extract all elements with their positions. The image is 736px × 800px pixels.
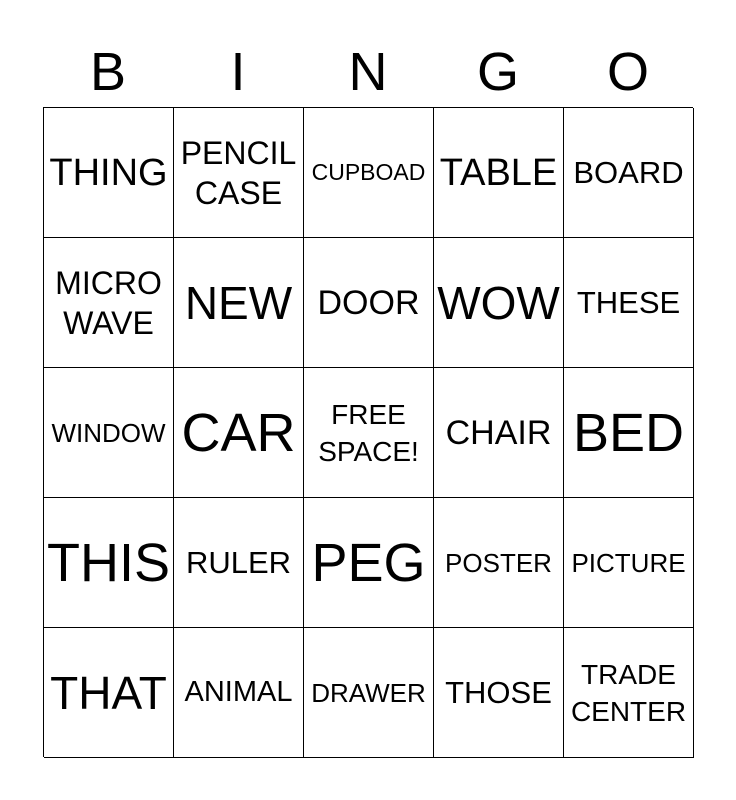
bingo-cell[interactable] xyxy=(44,368,174,498)
cell-word: THOSE xyxy=(445,675,552,710)
bingo-cell[interactable] xyxy=(174,368,304,498)
bingo-cell[interactable] xyxy=(44,108,174,238)
bingo-cell[interactable] xyxy=(304,498,434,628)
cell-word: PENCIL CASE xyxy=(180,134,297,211)
bingo-cell[interactable] xyxy=(304,238,434,368)
bingo-cell[interactable] xyxy=(174,498,304,628)
cell-word: THESE xyxy=(576,285,681,320)
bingo-cell[interactable] xyxy=(44,238,174,368)
cell-word: POSTER xyxy=(445,547,552,578)
cell-word: BED xyxy=(572,402,685,463)
bingo-cell[interactable] xyxy=(564,628,694,758)
bingo-cell[interactable] xyxy=(564,238,694,368)
bingo-cell[interactable] xyxy=(174,238,304,368)
cell-word: THING xyxy=(49,151,168,194)
cell-word: DRAWER xyxy=(311,677,426,708)
bingo-cell[interactable] xyxy=(434,368,564,498)
cell-word: PEG xyxy=(311,532,426,593)
bingo-cell[interactable] xyxy=(304,108,434,238)
bingo-cell[interactable] xyxy=(174,108,304,238)
free-space-cell[interactable] xyxy=(304,368,434,498)
bingo-cell[interactable] xyxy=(564,498,694,628)
cell-word: TRADE CENTER xyxy=(570,658,687,727)
cell-word: WOW xyxy=(437,276,560,329)
cell-word: BOARD xyxy=(573,155,684,190)
cell-word: THIS xyxy=(46,532,170,593)
bingo-cell[interactable] xyxy=(434,238,564,368)
bingo-cell[interactable] xyxy=(304,628,434,758)
cell-word: THAT xyxy=(50,666,167,719)
cell-word: CHAIR xyxy=(445,413,552,452)
header-letter-b: B xyxy=(89,42,127,102)
cell-word: PICTURE xyxy=(571,547,686,578)
cell-word: ANIMAL xyxy=(184,676,293,708)
cell-word: RULER xyxy=(185,545,292,580)
cell-word: CUPBOAD xyxy=(311,159,426,185)
bingo-cell[interactable] xyxy=(564,108,694,238)
cell-word: CAR xyxy=(181,402,296,463)
cell-word: DOOR xyxy=(317,283,420,322)
bingo-cell[interactable] xyxy=(434,628,564,758)
cell-word: WINDOW xyxy=(51,417,166,448)
bingo-cell[interactable] xyxy=(44,628,174,758)
bingo-cell[interactable] xyxy=(564,368,694,498)
free-space-label: FREE SPACE! xyxy=(318,398,419,467)
bingo-cell[interactable] xyxy=(44,498,174,628)
header-letter-n: N xyxy=(348,42,388,102)
bingo-header xyxy=(43,40,693,104)
cell-word: TABLE xyxy=(439,151,558,194)
bingo-cell[interactable] xyxy=(434,498,564,628)
header-letter-i: I xyxy=(230,42,246,102)
header-letter-g: G xyxy=(476,42,519,102)
bingo-cell[interactable] xyxy=(434,108,564,238)
header-letter-o: O xyxy=(606,42,649,102)
bingo-cell[interactable] xyxy=(174,628,304,758)
cell-word: MICRO WAVE xyxy=(55,264,162,341)
bingo-card xyxy=(43,107,693,757)
cell-word: NEW xyxy=(184,276,293,329)
